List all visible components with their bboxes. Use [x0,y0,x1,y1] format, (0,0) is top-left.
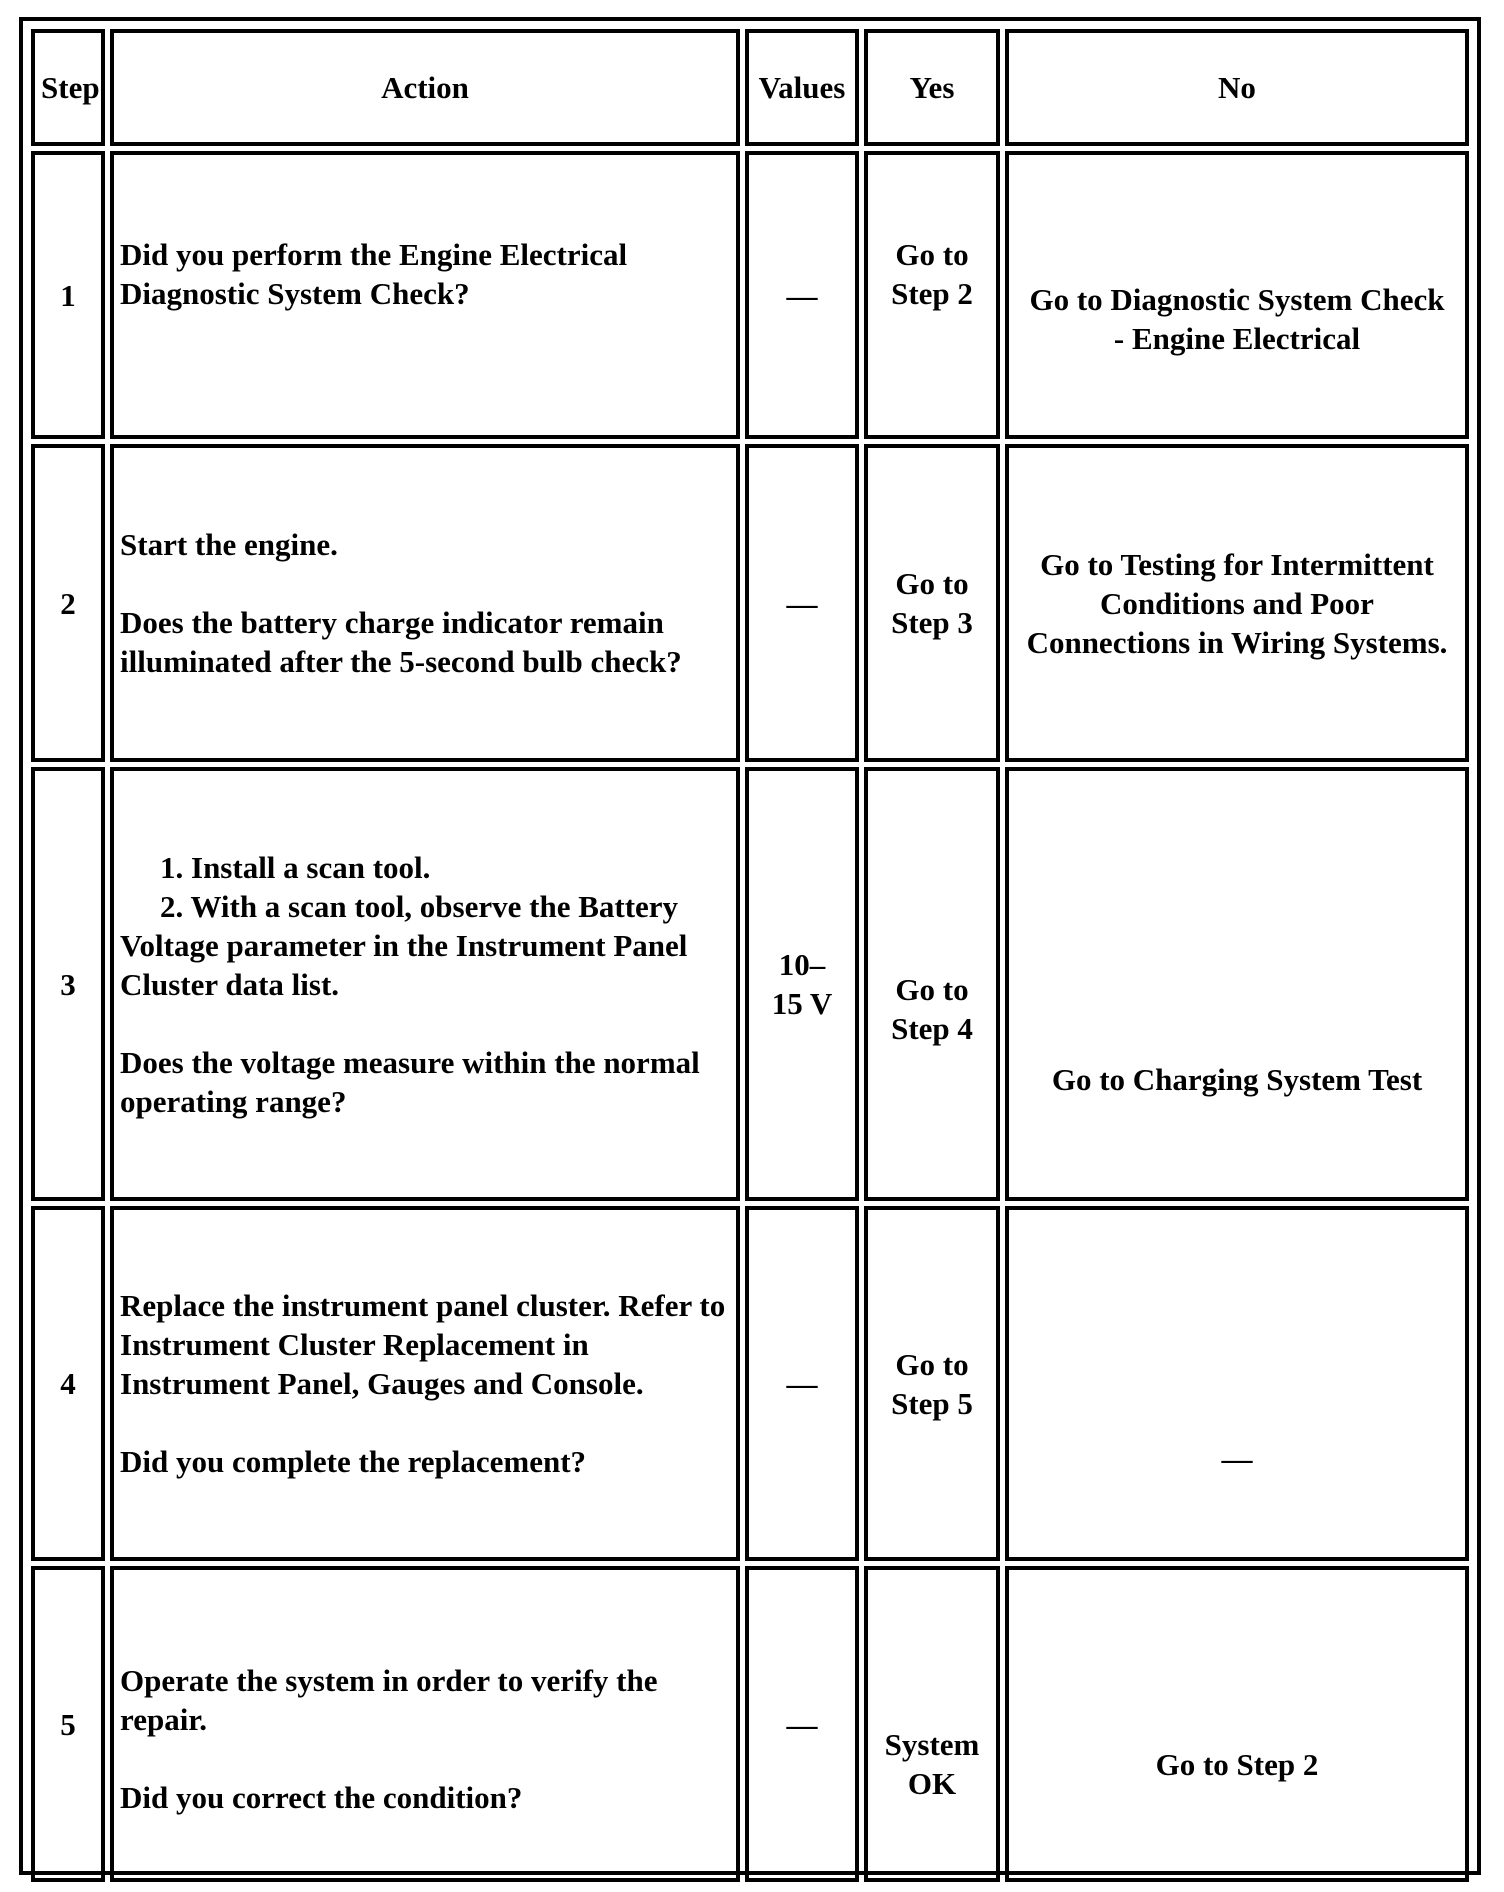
no-cell [1005,1566,1469,1882]
no-text: Go to Step 2 [1155,1746,1319,1782]
no-cell [1005,1206,1469,1561]
header-step: Step [31,29,105,146]
diagnostic-table [26,24,1474,1887]
yes-line: System [884,1727,980,1762]
action-text: Does the battery charge indicator remain illuminated after the 5-second bulb check? [120,605,682,679]
yes-line: Step 3 [891,605,973,640]
step-number: 4 [31,1206,105,1561]
diagnostic-table-frame [19,17,1481,1875]
action-text: Did you perform the Engine Electrical Diagnostic System Check? [120,237,628,311]
action-list-item: 1. Install a scan tool. [160,849,431,885]
yes-line: OK [907,1766,957,1801]
action-text: Voltage parameter in the Instrument Panel Cluster data list. [120,927,688,1002]
action-cell [110,151,740,439]
header-yes: Yes [864,29,1000,146]
no-text: Go to Charging System Test [1051,1061,1423,1097]
header-values: Values [745,29,859,146]
action-list-item: 2. With a scan tool, observe the Battery [160,888,679,924]
yes-line: Go to [895,972,969,1007]
step-number: 5 [31,1566,105,1882]
table-row [31,1566,1469,1882]
header-no: No [1005,29,1469,146]
no-cell [1005,444,1469,762]
step-number: 2 [31,444,105,762]
yes-line: Step 5 [891,1385,973,1421]
action-cell [110,444,740,762]
yes-cell [864,1206,1000,1561]
yes-cell [864,151,1000,439]
no-text: Go to Testing for Intermittent Conditions and Poor Connections in Wiring Systems. [1026,546,1448,660]
no-text: — [1221,1441,1253,1476]
action-text: Start the engine. [120,527,338,562]
action-text: Operate the system in order to verify the repair. [120,1663,658,1737]
yes-cell [864,1566,1000,1882]
values-line: 15 V [771,986,833,1021]
step-number: 1 [31,151,105,439]
values-cell [745,767,859,1201]
values-cell: — [745,1566,859,1882]
table-row [31,1206,1469,1561]
action-text: Did you complete the replacement? [120,1444,587,1479]
yes-line: Step 4 [891,1011,973,1046]
yes-line: Go to [895,566,969,601]
values-cell: — [745,444,859,762]
action-cell [110,1566,740,1882]
no-line: Go to Diagnostic System Check [1029,282,1445,317]
no-line: - Engine Electrical [1113,321,1361,356]
action-cell [110,1206,740,1561]
step-number: 3 [31,767,105,1201]
values-cell: — [745,151,859,439]
yes-cell [864,767,1000,1201]
no-cell [1005,151,1469,439]
table-row [31,767,1469,1201]
header-row [31,29,1469,146]
values-line: 10– [778,947,826,982]
yes-line: Go to [895,237,969,272]
table-row [31,151,1469,439]
yes-cell [864,444,1000,762]
table-row [31,444,1469,762]
action-cell [110,767,740,1201]
header-action: Action [110,29,740,146]
action-text: Did you correct the condition? [120,1780,523,1815]
action-text: Replace the instrument panel cluster. Refer to Instrument Cluster Replacement in Instrument Panel, Gauges and Console. [120,1288,726,1401]
no-cell [1005,767,1469,1201]
yes-line: Step 2 [891,276,973,311]
yes-line: Go to [895,1346,969,1382]
values-cell: — [745,1206,859,1561]
action-text: Does the voltage measure within the normal operating range? [120,1044,700,1119]
